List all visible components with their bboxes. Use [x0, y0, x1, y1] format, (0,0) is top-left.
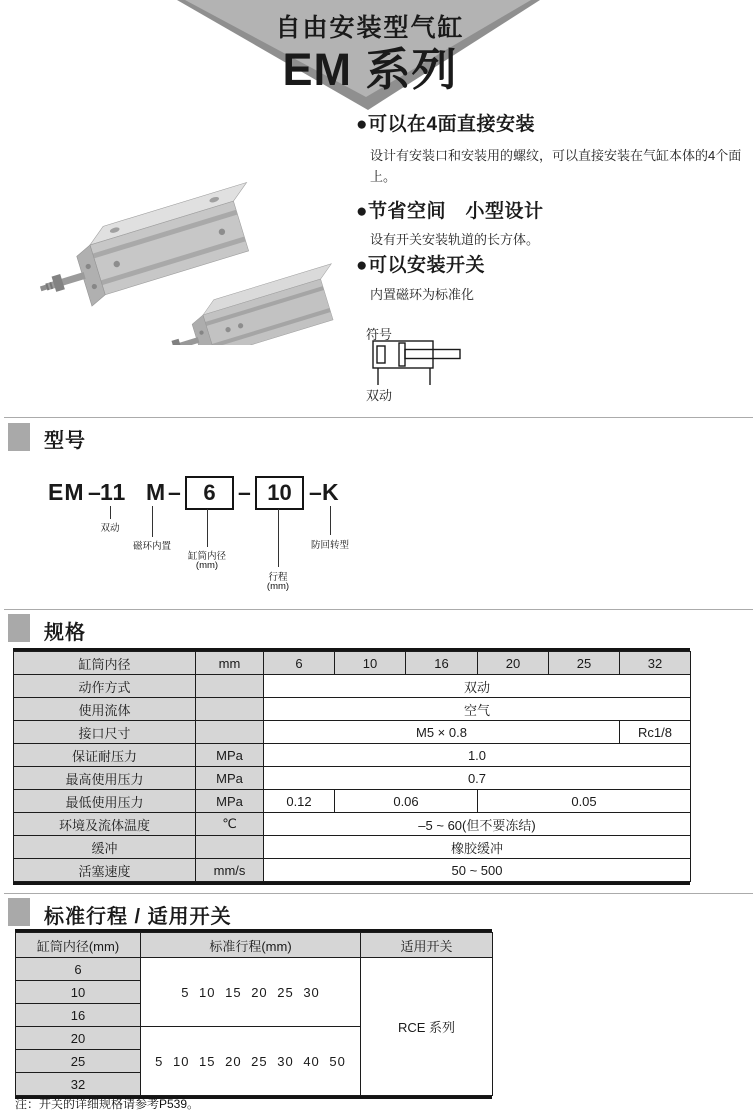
product-photo-small — [153, 264, 349, 345]
stroke-table-cell: 6 — [16, 958, 141, 981]
feature-heading-compact: ●节省空间 小型设计 — [356, 201, 544, 222]
feature-heading-mounting: ●可以在4面直接安装 — [356, 114, 536, 135]
product-photo-cylinders — [28, 140, 353, 345]
page-title: EM 系列 — [282, 44, 458, 95]
section-title-model: 型号 — [44, 430, 86, 452]
spec-table-cell: 16 — [406, 652, 478, 675]
spec-table-cell: MPa — [196, 790, 264, 813]
spec-table-cell: –5 ~ 60(但不要冻结) — [264, 813, 691, 836]
spec-table-cell — [196, 836, 264, 859]
stroke-table-cell: 适用开关 — [361, 933, 493, 958]
section-marker — [8, 423, 30, 451]
stroke-table-cell: 16 — [16, 1004, 141, 1027]
model-code-acting: 11 — [100, 479, 127, 505]
spec-table-cell: 6 — [264, 652, 335, 675]
stroke-table-cell: 5 10 15 20 25 30 40 50 — [141, 1027, 361, 1096]
model-code-sep: – — [309, 479, 323, 505]
spec-table-cell: 缓冲 — [14, 836, 196, 859]
product-type-subtitle: 自由安装型气缸 — [275, 14, 465, 42]
spec-table-cell: ℃ — [196, 813, 264, 836]
spec-table — [13, 651, 691, 882]
bullet-icon: ● — [356, 201, 368, 222]
spec-table-cell: 缸筒内径 — [14, 652, 196, 675]
stroke-table-cell: 标准行程(mm) — [141, 933, 361, 958]
spec-table-cell: M5 × 0.8 — [264, 721, 620, 744]
spec-table-cell: 0.06 — [335, 790, 478, 813]
spec-table-cell: 50 ~ 500 — [264, 859, 691, 882]
bullet-icon: ● — [356, 114, 368, 135]
spec-table-cell: 20 — [478, 652, 549, 675]
model-code-antirotation: K — [322, 479, 340, 505]
model-code-bore-box: 6 — [185, 476, 234, 510]
spec-table-cell: 活塞速度 — [14, 859, 196, 882]
spec-table-cell: 1.0 — [264, 744, 691, 767]
feature-body-compact: 设有开关安装轨道的长方体。 — [370, 232, 540, 247]
spec-table-cell: 空气 — [264, 698, 691, 721]
bullet-icon: ● — [356, 255, 368, 276]
section-title-spec: 规格 — [44, 622, 86, 644]
footnote: 注：开关的详细规格请参考P539。 — [15, 1097, 200, 1111]
spec-table-cell: MPa — [196, 767, 264, 790]
spec-table-wrap — [13, 648, 690, 885]
section-divider — [4, 417, 753, 418]
stroke-table — [15, 932, 493, 1096]
spec-table-cell: 最低使用压力 — [14, 790, 196, 813]
spec-table-cell — [196, 675, 264, 698]
spec-table-cell: 最高使用压力 — [14, 767, 196, 790]
model-code-sep: – — [88, 479, 102, 505]
symbol-caption: 双动 — [366, 388, 393, 403]
model-code-sep: – — [238, 479, 252, 505]
stroke-table-cell: 32 — [16, 1073, 141, 1096]
spec-table-cell: 接口尺寸 — [14, 721, 196, 744]
section-divider — [4, 609, 753, 610]
model-code-sep: – — [168, 479, 182, 505]
section-marker — [8, 614, 30, 642]
stroke-table-cell: 10 — [16, 981, 141, 1004]
symbol-label: 符号 — [366, 327, 393, 342]
spec-table-cell: 0.7 — [264, 767, 691, 790]
spec-table-cell: 10 — [335, 652, 406, 675]
stroke-table-wrap — [15, 929, 492, 1099]
stroke-table-cell: 25 — [16, 1050, 141, 1073]
spec-table-cell: 32 — [620, 652, 691, 675]
spec-table-cell: Rc1/8 — [620, 721, 691, 744]
section-divider — [4, 893, 753, 894]
double-acting-cylinder-symbol-icon — [363, 339, 468, 387]
spec-table-cell — [196, 721, 264, 744]
spec-table-cell: 25 — [549, 652, 620, 675]
stroke-table-cell: 5 10 15 20 25 30 — [141, 958, 361, 1027]
callout-line — [278, 509, 279, 567]
stroke-table-cell: 20 — [16, 1027, 141, 1050]
spec-table-cell: 橡胶缓冲 — [264, 836, 691, 859]
section-title-stroke: 标准行程 / 适用开关 — [44, 906, 232, 928]
callout-magnet: 磁环内置 — [132, 541, 171, 552]
spec-table-cell: 0.05 — [478, 790, 691, 813]
spec-table-cell: MPa — [196, 744, 264, 767]
callout-line — [110, 506, 111, 519]
callout-line — [152, 506, 153, 537]
section-marker — [8, 898, 30, 926]
spec-table-cell: 保证耐压力 — [14, 744, 196, 767]
model-code-series: EM — [48, 479, 85, 505]
spec-table-cell — [196, 698, 264, 721]
spec-table-cell: mm/s — [196, 859, 264, 882]
callout-line — [207, 509, 208, 547]
spec-table-cell: 使用流体 — [14, 698, 196, 721]
spec-table-cell: mm — [196, 652, 264, 675]
spec-table-cell: 动作方式 — [14, 675, 196, 698]
callout-stroke: 行程 — [268, 572, 288, 583]
callout-bore-unit: (mm) — [195, 560, 219, 571]
callout-line — [330, 506, 331, 535]
model-code-stroke-box: 10 — [255, 476, 304, 510]
callout-bore: 缸筒内径 — [187, 551, 226, 562]
callout-stroke-unit: (mm) — [266, 581, 290, 592]
spec-table-cell: 0.12 — [264, 790, 335, 813]
stroke-table-cell: 缸筒内径(mm) — [16, 933, 141, 958]
callout-acting: 双动 — [100, 523, 120, 534]
feature-heading-switch: ●可以安装开关 — [356, 255, 485, 276]
spec-table-cell: 双动 — [264, 675, 691, 698]
feature-body-mounting: 设计有安装口和安装用的螺纹，可以直接安装在气缸本体的4个面上。 — [370, 148, 742, 184]
model-code-magnet: M — [146, 479, 167, 505]
spec-table-cell: 环境及流体温度 — [14, 813, 196, 836]
stroke-table-cell: RCE 系列 — [361, 958, 493, 1096]
feature-body-switch: 内置磁环为标准化 — [370, 287, 475, 302]
callout-antirotation: 防回转型 — [310, 540, 349, 551]
